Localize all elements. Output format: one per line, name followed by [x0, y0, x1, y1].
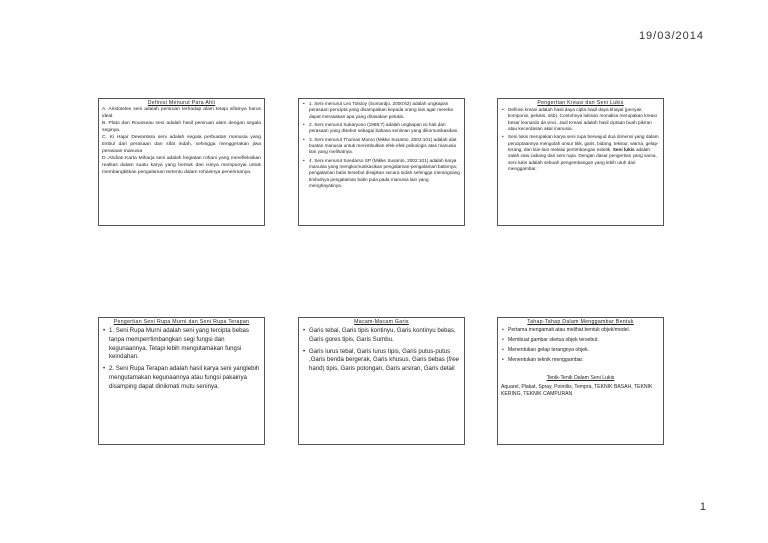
- paragraph-d: D. Ahdian Karta Miharja seni adalah kegiatan rohani yang merefleksikan realitas dalam suatu karya yang bentuk dan isinya mempunyai untuk membangkitkan pengalaman tertentu dalam rohaninya penerimanya.: [102, 155, 261, 175]
- list-item: • 1. Seni Rupa Murni adalah seni yang tercipta bebas tanpa memperrtimbangkan segi fungsi dan kegunaannya. Tetapi lebih mengutamakan fungsi keindahan.: [109, 327, 261, 362]
- slide-definisi: [98, 98, 265, 226]
- slide-seni-menurut: [298, 98, 465, 226]
- slide-seni-rupa-murni-terapan: [98, 317, 265, 445]
- subsection-title: Tenik-Tenik Dalam Seni Lukis: [546, 374, 615, 381]
- text-segment: Garis lurus tebal, Garis lurus tipis, Garis putus-putus ,Garis benda bergerak, Garis khusus, Garis bebas (: [309, 347, 451, 364]
- slide-title: Pengertian Kreasi dan Seni Lukis: [537, 100, 624, 106]
- paragraph-a: A. Aristoteles seni adalah peniruan terhadap alam tetapi sifatnya harus ideal.: [102, 107, 261, 119]
- text-segment: hand) tipis, Garis potongan, Garis arsiran, Garis detail: [309, 365, 455, 373]
- bold-term: Seni lukis: [612, 147, 635, 153]
- slide-title: Macam-Macam Garis: [354, 319, 409, 325]
- list-item: • 1. Seni menurut Leo Tolstoy (Sumardjo, 2000:62) adalah ungkapan perasaan pencipta yang disampaikan kepada orang lain agar mereka dapat merasakan apa yang dirasakan pelukis.: [309, 101, 461, 120]
- list-item: • 4. Seni menurut Soedarso SP (Mikke Susanto, 2002:101) adalah karya manusia yang mengkomunikasikan pengalaman-pengalaman batinnya; pengalaman batin tersebut disajikan secara indah sehingga merangsang timbulnya pengalaman batin pula pada manusia lain yang menghayatinya.: [309, 158, 461, 190]
- slide-macam-garis: [298, 317, 465, 445]
- list-item: • Membuat gambar sketsa objek tersebut.: [508, 337, 660, 344]
- slide-tahap-menggambar: [497, 317, 664, 445]
- list-item: • 3. Seni menurut Thomas Munro (Mikke Susanto, 2002:101) adalah alat buatan manusia untuk menimbulkan efek-efek psikologis atas manusia lain yang melihatnya.: [309, 137, 461, 156]
- list-item: [309, 348, 461, 374]
- page-number: 1: [699, 501, 706, 513]
- list-item: • Pertama mengamati atau melihat bentuk objek/model.: [508, 327, 660, 334]
- list-item: • 2. Seni Rupa Terapan adalah hasil karya seni yanglebih mengutamakan kegunaannya atau fungsi pakainya disamping dapat dinikmati mutu seninya.: [109, 365, 261, 391]
- slide-title: Tahap-Tahap Dalam Menggambar Bentuk: [527, 319, 634, 325]
- paragraph-b: B. Plato dan Rousseau seni adalah hasil peniruan alam dengan segala seginya.: [102, 120, 261, 133]
- subsection-text: Aquarel, Plakat, Spray, Pointilis, Tempra, TEKNIK BASAH, TEKNIK KERING, TEKNIK CAMPURAN: [501, 383, 653, 397]
- text-segment: Seni lukis merupakan karya seni rupa berwujud dua dimensi yang dalam penciptaannya mengolah unsur titik, garis, bidang, tekstur, warna, gelap-terang, dan lain-lain melalui pertimbangan estetik.: [508, 134, 659, 153]
- list-item: • Menentukan teknik menggambar.: [508, 357, 660, 364]
- slide-title: Pengertian Seni Rupa Murni dan Seni Rupa Terapan: [113, 319, 250, 325]
- slide-title: Definisi Menurut Para Ahli: [147, 100, 216, 106]
- slide-kreasi-seni-lukis: [497, 98, 664, 226]
- page-date: 19/03/2014: [638, 30, 704, 42]
- italic-term: free: [448, 356, 460, 364]
- list-item: • Garis tebal, Garis tipis kontinyu, Garis kontinyu bebas, Garis gores tipis, Garis Sumbu.: [309, 327, 461, 345]
- text-segment: adalah salah satu cabang dari seni rupa. Dengan dasar pengertian yang sama, seni lukis adalah sebuah pengembangan yang lebih utuh dari menggambar.: [508, 147, 657, 172]
- list-item: [508, 134, 660, 172]
- list-item: • Definisi kreasi adalah hasil daya cipta hasil daya khayal (penyair, komponis, pelukis, dsb). Contohnya lukisan monalisa merupakan kreasi besar leonardo da vinci. Jadi Kreasi adalah hasil ciptaan buah pikiran atau kecerdasan akal manusia.: [508, 107, 660, 132]
- list-item: • Menentukan gelap terangnya objek.: [508, 347, 660, 354]
- paragraph-c: C. Ki Hajar Dewantara seni adalah segala perbuatan manusia yang timbul dari perasaan dan sifat indah, sehingga menggerakan jiwa perasaan manusia: [102, 134, 261, 154]
- list-item: • 2. Seni menurut Sukaryono (1988:7) adalah ungkapan isi hati dan perasaan yang disebut sebagai bahasa seniman yang dikomunikasikan.: [309, 122, 461, 135]
